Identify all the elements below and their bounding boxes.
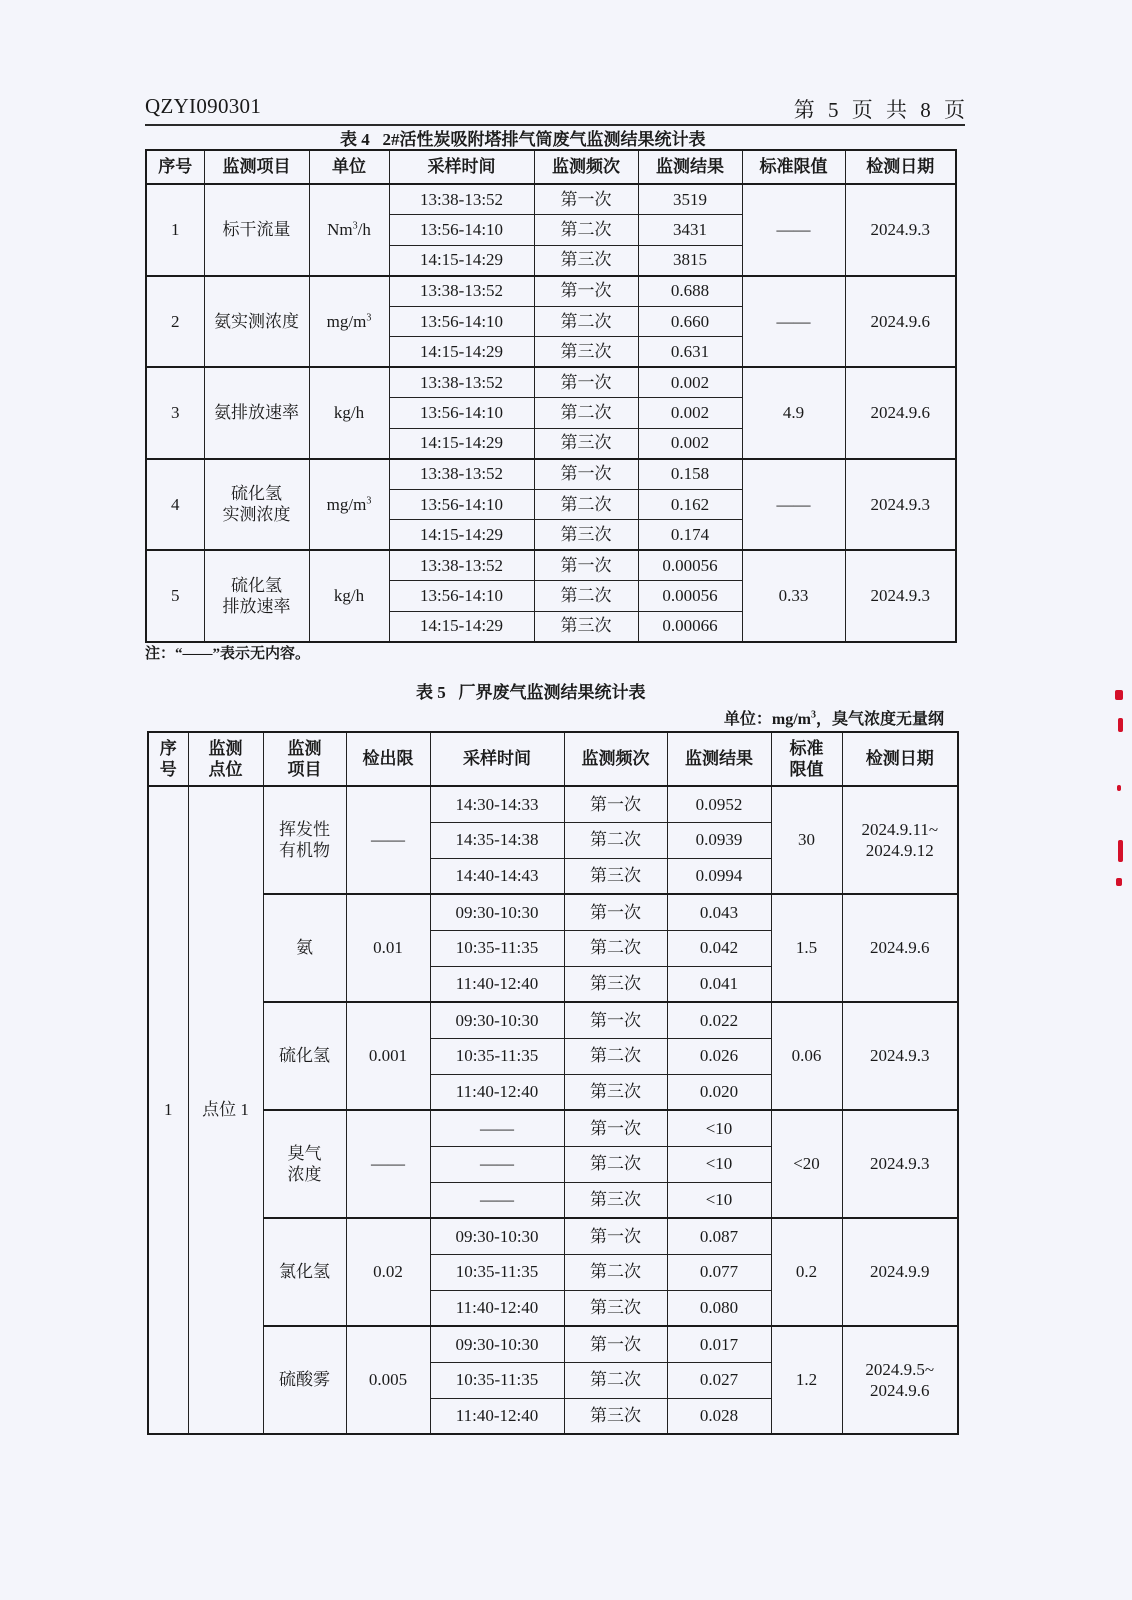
table4 bbox=[145, 149, 957, 643]
monitor-item: 臭气 浓度 bbox=[263, 1110, 346, 1218]
row-no: 3 bbox=[146, 367, 204, 459]
table4-caption: 表 4 2#活性炭吸附塔排气筒废气监测结果统计表 bbox=[340, 130, 706, 149]
sample-time: 11:40-12:40 bbox=[430, 966, 564, 1002]
detect-limit: 0.02 bbox=[346, 1218, 430, 1326]
detect-limit: 0.001 bbox=[346, 1002, 430, 1110]
standard-limit: 1.2 bbox=[771, 1326, 842, 1434]
col-header-no: 序 号 bbox=[148, 732, 188, 786]
unit: Nm$^3$/h bbox=[309, 184, 389, 276]
sample-time: 10:35-11:35 bbox=[430, 930, 564, 966]
monitor-item: 氨排放速率 bbox=[204, 367, 309, 459]
table5-unit-note: 单位：$mg/m^3$，臭气浓度无量纲 bbox=[723, 709, 944, 728]
col-header-item: 监测项目 bbox=[204, 150, 309, 184]
row-no: 2 bbox=[146, 276, 204, 368]
result: 0.00056 bbox=[638, 550, 742, 581]
sample-time: 10:35-11:35 bbox=[430, 1362, 564, 1398]
table-row bbox=[148, 894, 958, 930]
result: 0.162 bbox=[638, 489, 742, 520]
frequency: 第一次 bbox=[534, 276, 638, 307]
detect-limit: 0.01 bbox=[346, 894, 430, 1002]
frequency: 第三次 bbox=[534, 520, 638, 551]
monitor-item: 氨 bbox=[263, 894, 346, 1002]
sample-time: 09:30-10:30 bbox=[430, 894, 564, 930]
sample-time: 13:38-13:52 bbox=[389, 184, 534, 215]
detect-limit: —— bbox=[346, 1110, 430, 1218]
result: 0.0994 bbox=[667, 858, 771, 894]
table-row bbox=[146, 276, 956, 307]
result: 0.080 bbox=[667, 1290, 771, 1326]
result: 0.043 bbox=[667, 894, 771, 930]
test-date: 2024.9.3 bbox=[845, 184, 956, 276]
col-header-point: 监测 点位 bbox=[188, 732, 263, 786]
table-row bbox=[146, 459, 956, 490]
test-date: 2024.9.5~ 2024.9.6 bbox=[842, 1326, 958, 1434]
col-header-date: 检测日期 bbox=[842, 732, 958, 786]
frequency: 第二次 bbox=[534, 489, 638, 520]
document-code: QZYI090301 bbox=[145, 94, 262, 118]
sample-time: 11:40-12:40 bbox=[430, 1290, 564, 1326]
frequency: 第二次 bbox=[564, 822, 667, 858]
col-header-item: 监测 项目 bbox=[263, 732, 346, 786]
test-date: 2024.9.3 bbox=[842, 1002, 958, 1110]
result: 0.002 bbox=[638, 367, 742, 398]
standard-limit: <20 bbox=[771, 1110, 842, 1218]
result: 0.042 bbox=[667, 930, 771, 966]
table-row bbox=[146, 184, 956, 215]
sample-time: 14:15-14:29 bbox=[389, 520, 534, 551]
sample-time: 14:15-14:29 bbox=[389, 611, 534, 642]
result: 0.027 bbox=[667, 1362, 771, 1398]
result: 0.660 bbox=[638, 306, 742, 337]
frequency: 第二次 bbox=[534, 306, 638, 337]
test-date: 2024.9.3 bbox=[845, 550, 956, 642]
result: 0.017 bbox=[667, 1326, 771, 1362]
sample-time: —— bbox=[430, 1146, 564, 1182]
frequency: 第一次 bbox=[564, 894, 667, 930]
result: 0.002 bbox=[638, 428, 742, 459]
sample-time: 11:40-12:40 bbox=[430, 1398, 564, 1434]
frequency: 第三次 bbox=[534, 245, 638, 276]
sample-time: 09:30-10:30 bbox=[430, 1326, 564, 1362]
sample-time: 14:35-14:38 bbox=[430, 822, 564, 858]
frequency: 第二次 bbox=[564, 1362, 667, 1398]
frequency: 第三次 bbox=[534, 428, 638, 459]
standard-limit: —— bbox=[742, 276, 845, 368]
sample-time: 13:38-13:52 bbox=[389, 550, 534, 581]
sample-time: 14:15-14:29 bbox=[389, 245, 534, 276]
frequency: 第三次 bbox=[564, 1398, 667, 1434]
table5-caption: 表 5 厂界废气监测结果统计表 bbox=[416, 683, 646, 702]
table5 bbox=[147, 731, 959, 1435]
standard-limit: 1.5 bbox=[771, 894, 842, 1002]
monitor-item: 氨实测浓度 bbox=[204, 276, 309, 368]
frequency: 第一次 bbox=[564, 1218, 667, 1254]
frequency: 第一次 bbox=[534, 367, 638, 398]
sample-time: 13:56-14:10 bbox=[389, 581, 534, 612]
frequency: 第一次 bbox=[564, 1002, 667, 1038]
sample-time: 13:56-14:10 bbox=[389, 215, 534, 246]
result: 0.688 bbox=[638, 276, 742, 307]
frequency: 第二次 bbox=[534, 398, 638, 429]
result: 0.631 bbox=[638, 337, 742, 368]
frequency: 第一次 bbox=[564, 1326, 667, 1362]
sample-time: —— bbox=[430, 1182, 564, 1218]
frequency: 第三次 bbox=[564, 858, 667, 894]
sample-time: 13:56-14:10 bbox=[389, 398, 534, 429]
table4-note: 注：“——”表示无内容。 bbox=[145, 646, 311, 662]
test-date: 2024.9.3 bbox=[845, 459, 956, 551]
col-header-limit: 标准 限值 bbox=[771, 732, 842, 786]
table-row bbox=[148, 1218, 958, 1254]
sample-time: 13:38-13:52 bbox=[389, 276, 534, 307]
result: <10 bbox=[667, 1146, 771, 1182]
col-header-unit: 单位 bbox=[309, 150, 389, 184]
result: 0.087 bbox=[667, 1218, 771, 1254]
monitor-item: 硫化氢 实测浓度 bbox=[204, 459, 309, 551]
result: <10 bbox=[667, 1110, 771, 1146]
result: 0.00056 bbox=[638, 581, 742, 612]
table4-header-row bbox=[146, 150, 956, 184]
monitor-item: 硫化氢 排放速率 bbox=[204, 550, 309, 642]
row-no: 5 bbox=[146, 550, 204, 642]
table5-header-row bbox=[148, 732, 958, 786]
col-header-detect-limit: 检出限 bbox=[346, 732, 430, 786]
sample-time: 14:30-14:33 bbox=[430, 786, 564, 822]
row-no: 4 bbox=[146, 459, 204, 551]
table-row bbox=[148, 786, 958, 822]
test-date: 2024.9.11~ 2024.9.12 bbox=[842, 786, 958, 894]
frequency: 第三次 bbox=[564, 966, 667, 1002]
unit: kg/h bbox=[309, 550, 389, 642]
unit: kg/h bbox=[309, 367, 389, 459]
result: 0.002 bbox=[638, 398, 742, 429]
monitor-item: 硫酸雾 bbox=[263, 1326, 346, 1434]
row-no: 1 bbox=[146, 184, 204, 276]
table-row bbox=[148, 1110, 958, 1146]
result: 0.077 bbox=[667, 1254, 771, 1290]
frequency: 第二次 bbox=[564, 1146, 667, 1182]
test-date: 2024.9.6 bbox=[842, 894, 958, 1002]
page-header bbox=[145, 92, 969, 126]
detect-limit: —— bbox=[346, 786, 430, 894]
frequency: 第二次 bbox=[534, 581, 638, 612]
result: 0.174 bbox=[638, 520, 742, 551]
sample-time: 13:56-14:10 bbox=[389, 489, 534, 520]
table-row bbox=[146, 367, 956, 398]
sample-time: 09:30-10:30 bbox=[430, 1002, 564, 1038]
unit: $mg/m^3$ bbox=[309, 276, 389, 368]
monitor-item: 硫化氢 bbox=[263, 1002, 346, 1110]
sample-time: 14:15-14:29 bbox=[389, 428, 534, 459]
result: 3519 bbox=[638, 184, 742, 215]
frequency: 第一次 bbox=[534, 184, 638, 215]
table-row bbox=[148, 1002, 958, 1038]
standard-limit: 0.33 bbox=[742, 550, 845, 642]
table-row bbox=[148, 1326, 958, 1362]
monitor-item: 标干流量 bbox=[204, 184, 309, 276]
sample-time: 13:56-14:10 bbox=[389, 306, 534, 337]
sample-time: 14:15-14:29 bbox=[389, 337, 534, 368]
result: <10 bbox=[667, 1182, 771, 1218]
monitor-item: 氯化氢 bbox=[263, 1218, 346, 1326]
col-header-result: 监测结果 bbox=[667, 732, 771, 786]
table-row bbox=[146, 550, 956, 581]
result: 0.022 bbox=[667, 1002, 771, 1038]
frequency: 第二次 bbox=[564, 1254, 667, 1290]
frequency: 第三次 bbox=[534, 337, 638, 368]
row-no: 1 bbox=[148, 786, 188, 1434]
monitor-point: 点位 1 bbox=[188, 786, 263, 1434]
col-header-time: 采样时间 bbox=[430, 732, 564, 786]
result: 0.020 bbox=[667, 1074, 771, 1110]
standard-limit: 0.2 bbox=[771, 1218, 842, 1326]
frequency: 第三次 bbox=[534, 611, 638, 642]
sample-time: 10:35-11:35 bbox=[430, 1038, 564, 1074]
detect-limit: 0.005 bbox=[346, 1326, 430, 1434]
test-date: 2024.9.6 bbox=[845, 276, 956, 368]
test-date: 2024.9.6 bbox=[845, 367, 956, 459]
frequency: 第二次 bbox=[564, 1038, 667, 1074]
frequency: 第三次 bbox=[564, 1074, 667, 1110]
result: 0.026 bbox=[667, 1038, 771, 1074]
unit: $mg/m^3$ bbox=[309, 459, 389, 551]
frequency: 第三次 bbox=[564, 1290, 667, 1326]
sample-time: 10:35-11:35 bbox=[430, 1254, 564, 1290]
frequency: 第三次 bbox=[564, 1182, 667, 1218]
col-header-time: 采样时间 bbox=[389, 150, 534, 184]
test-date: 2024.9.3 bbox=[842, 1110, 958, 1218]
sample-time: 14:40-14:43 bbox=[430, 858, 564, 894]
frequency: 第二次 bbox=[534, 215, 638, 246]
result: 0.158 bbox=[638, 459, 742, 490]
frequency: 第二次 bbox=[564, 930, 667, 966]
standard-limit: 30 bbox=[771, 786, 842, 894]
page-number: 第 5 页 共 8 页 bbox=[793, 98, 969, 122]
sample-time: 11:40-12:40 bbox=[430, 1074, 564, 1110]
result: 3431 bbox=[638, 215, 742, 246]
sample-time: —— bbox=[430, 1110, 564, 1146]
result: 0.0939 bbox=[667, 822, 771, 858]
standard-limit: —— bbox=[742, 459, 845, 551]
standard-limit: —— bbox=[742, 184, 845, 276]
standard-limit: 4.9 bbox=[742, 367, 845, 459]
frequency: 第一次 bbox=[534, 550, 638, 581]
standard-limit: 0.06 bbox=[771, 1002, 842, 1110]
frequency: 第一次 bbox=[534, 459, 638, 490]
test-date: 2024.9.9 bbox=[842, 1218, 958, 1326]
col-header-limit: 标准限值 bbox=[742, 150, 845, 184]
result: 0.00066 bbox=[638, 611, 742, 642]
col-header-date: 检测日期 bbox=[845, 150, 956, 184]
col-header-result: 监测结果 bbox=[638, 150, 742, 184]
col-header-no: 序号 bbox=[146, 150, 204, 184]
frequency: 第一次 bbox=[564, 786, 667, 822]
result: 3815 bbox=[638, 245, 742, 276]
monitor-item: 挥发性 有机物 bbox=[263, 786, 346, 894]
result: 0.0952 bbox=[667, 786, 771, 822]
sample-time: 13:38-13:52 bbox=[389, 367, 534, 398]
col-header-frequency: 监测频次 bbox=[534, 150, 638, 184]
col-header-frequency: 监测频次 bbox=[564, 732, 667, 786]
sample-time: 13:38-13:52 bbox=[389, 459, 534, 490]
sample-time: 09:30-10:30 bbox=[430, 1218, 564, 1254]
result: 0.028 bbox=[667, 1398, 771, 1434]
frequency: 第一次 bbox=[564, 1110, 667, 1146]
result: 0.041 bbox=[667, 966, 771, 1002]
